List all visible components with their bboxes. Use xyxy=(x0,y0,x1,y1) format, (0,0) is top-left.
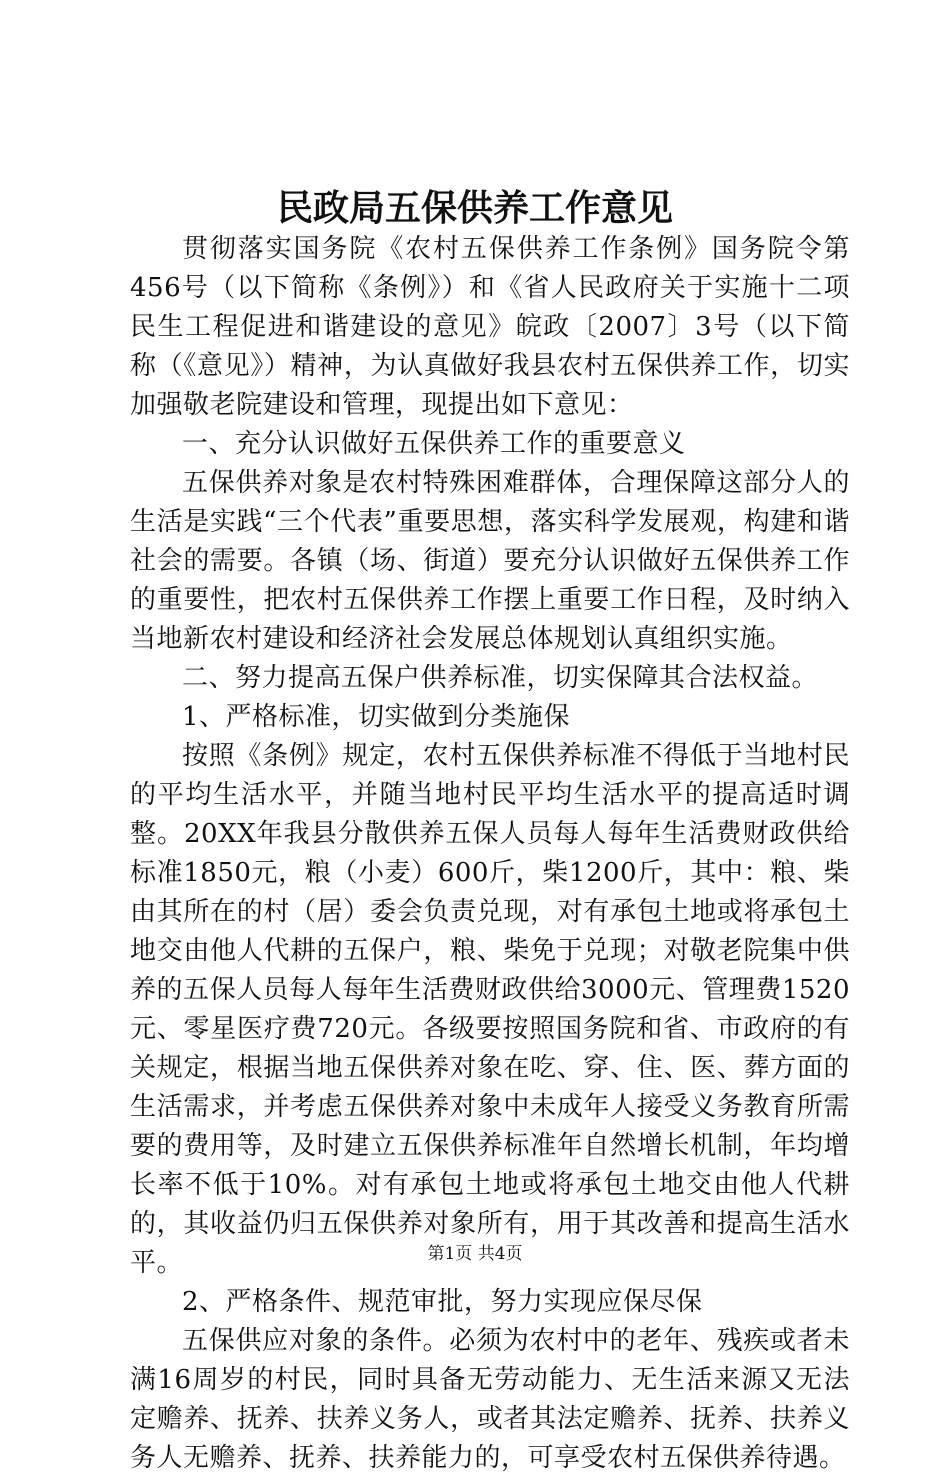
subsection-heading-2: 2、严格条件、规范审批，努力实现应保尽保 xyxy=(182,1287,703,1317)
paragraph-intro: 贯彻落实国务院《农村五保供养工作条例》国务院令第456号（以下简称《条例》）和《省人民政府关于实施十二项民生工程促进和谐建设的意见》皖政〔2007〕3号（以下简称（《意见》）精神，为认真做好我县农村五保供养工作，切实加强敬老院建设和管理，现提出如下意见： xyxy=(130,234,850,420)
paragraph-conditions: 五保供应对象的条件。必须为农村中的老年、残疾或者未满16周岁的村民，同时具备无劳动能力、无生活来源又无法定赡养、抚养、扶养义务人，或者其法定赡养、抚养、扶养义务人无赡养、抚养、扶养能力的，可享受农村五保供养待遇。 xyxy=(130,1326,850,1473)
subsection-heading-1: 1、严格标准，切实做到分类施保 xyxy=(182,702,571,732)
section-heading-1: 一、充分认识做好五保供养工作的重要意义 xyxy=(182,429,686,459)
section-heading-2: 二、努力提高五保户供养标准，切实保障其合法权益。 xyxy=(182,663,819,693)
document-body xyxy=(130,230,850,1478)
paragraph-standards: 按照《条例》规定，农村五保供养标准不得低于当地村民的平均生活水平，并随当地村民平均生活水平的提高适时调整。20XX年我县分散供养五保人员每人每年生活费财政供给标准1850元，粮（小麦）600斤，柴1200斤，其中：粮、柴由其所在的村（居）委会负责兑现，对有承包土地或将承包土地交由他人代耕的五保户，粮、柴免于兑现；对敬老院集中供养的五保人员每人每年生活费财政供给3000元、管理费1520元、零星医疗费720元。各级要按照国务院和省、市政府的有关规定，根据当地五保供养对象在吃、穿、住、医、葬方面的生活需求，并考虑五保供养对象中未成年人接受义务教育所需要的费用等，及时建立五保供养标准年自然增长机制，年均增长率不低于10%。对有承包土地或将承包土地交由他人代耕的，其收益仍归五保供养对象所有，用于其改善和提高生活水平。 xyxy=(130,741,850,1278)
document-title: 民政局五保供养工作意见 xyxy=(276,187,673,229)
paragraph-importance: 五保供养对象是农村特殊困难群体，合理保障这部分人的生活是实践“三个代表”重要思想，落实科学发展观，构建和谐社会的需要。各镇（场、街道）要充分认识做好五保供养工作的重要性，把农村五保供养工作摆上重要工作日程，及时纳入当地新农村建设和经济社会发展总体规划认真组织实施。 xyxy=(130,468,850,654)
page-footer: 第1页 共4页 xyxy=(427,1244,523,1264)
